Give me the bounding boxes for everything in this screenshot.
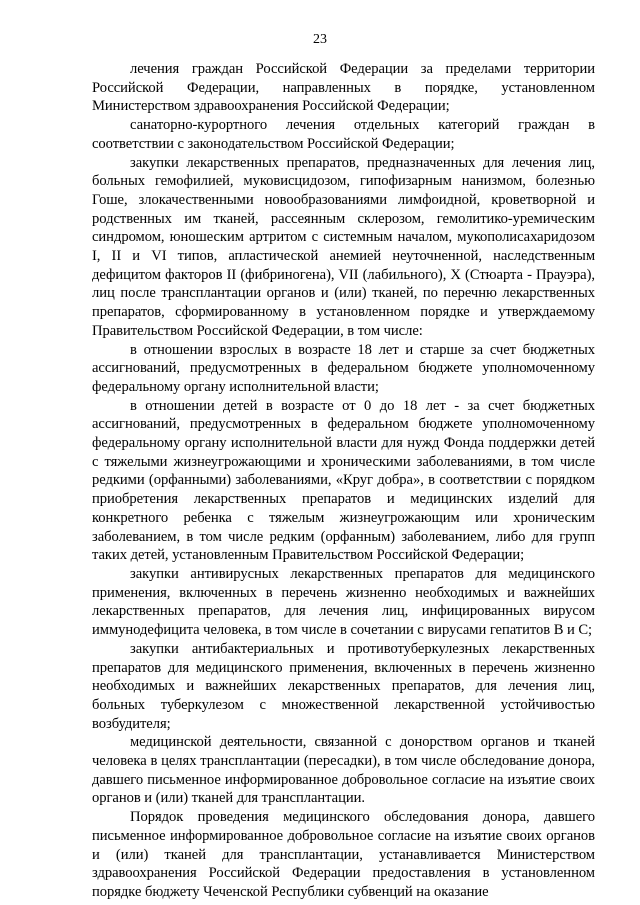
paragraph-organ-donation: медицинской деятельности, связанной с донорством органов и тканей человека в целях трансплантации (пересадки), в том числе обследование донора, давшего письменное информированное добровольное согласие на изъятие своих органов и (или) тканей для трансплантации. <box>92 734 595 807</box>
paragraph-drug-procurement: закупки лекарственных препаратов, предназначенных для лечения лиц, больных гемофилией, муковисцидозом, гипофизарным нанизмом, болезнью Гоше, злокачественными новообразованиями лимфоидной, кроветворной и родственных им тканей, рассеянным склерозом, гемолитико-уремическим синдромом, юношеским артритом с системным началом, мукополисахаридозом I, II и VI типов, апластической анемией неуточненной, наследственным дефицитом факторов II (фибриногена), VII (лабильного), X (Стюарта - Прауэра), лиц после трансплантации органов и (или) тканей, по перечню лекарственных препаратов, сформированному в установленном порядке и утверждаемому Правительством Российской Федерации, в том числе: <box>92 154 595 339</box>
paragraph-antiviral-drugs: закупки антивирусных лекарственных препаратов для медицинского применения, включенных в перечень жизненно необходимых и важнейших лекарственных препаратов, для лечения лиц, инфицированных вирусом иммунодефицита человека, в том числе в сочетании с вирусами гепатитов B и C; <box>92 565 595 639</box>
page-number: 23 <box>313 32 327 47</box>
paragraph-sanatorium-treatment: санаторно-курортного лечения отдельных категорий граждан в соответствии с законодательством Российской Федерации; <box>92 117 595 152</box>
paragraph-treatment-abroad: лечения граждан Российской Федерации за пределами территории Российской Федерации, направленных в порядке, установленном Министерством здравоохранения Российской Федерации; <box>92 61 595 115</box>
paragraph-adults: в отношении взрослых в возрасте 18 лет и старше за счет бюджетных ассигнований, предусмотренных в федеральном бюджете уполномоченному федеральному органу исполнительной власти; <box>92 341 595 395</box>
document-body <box>92 60 595 902</box>
paragraph-antibacterial-drugs: закупки антибактериальных и противотуберкулезных лекарственных препаратов для медицинского применения, включенных в перечень жизненно необходимых и важнейших лекарственных препаратов, для лечения лиц, больных туберкулезом с множественной лекарственной устойчивостью возбудителя; <box>92 640 595 732</box>
paragraph-children: в отношении детей в возрасте от 0 до 18 лет - за счет бюджетных ассигнований, предусмотренных в федеральном бюджете уполномоченному федеральному органу исполнительной власти для нужд Фонда поддержки детей с тяжелыми жизнеугрожающими и хроническими заболеваниями, в том числе редкими (орфанными) заболеваниями, «Круг добра», в соответствии с порядком приобретения лекарственных препаратов и медицинских изделий для конкретного ребенка с тяжелым жизнеугрожающим или хроническим заболеванием, в том числе редким (орфанным) заболеванием, либо для групп таких детей, установленным Правительством Российской Федерации; <box>92 397 595 564</box>
paragraph-donor-examination: Порядок проведения медицинского обследования донора, давшего письменное информированное добровольное согласие на изъятие своих органов и (или) тканей для трансплантации, устанавливается Министерством здравоохранения Российской Федерации предоставления в установленном порядке бюджету Чеченской Республики субвенций на оказание <box>92 809 595 900</box>
